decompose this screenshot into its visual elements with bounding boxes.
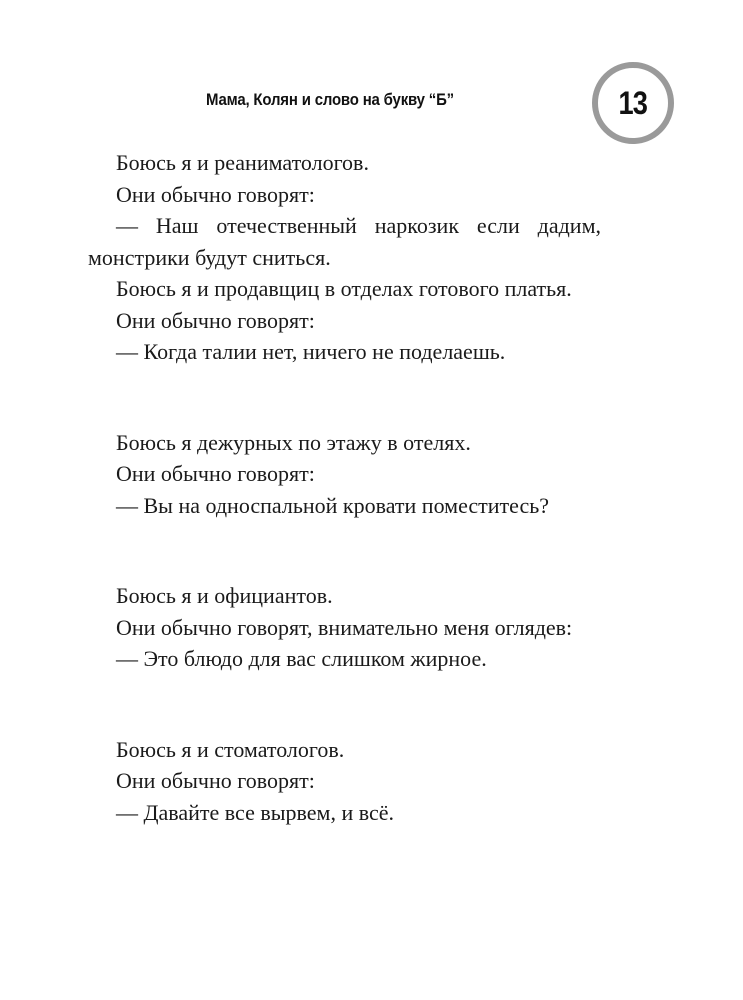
- paragraph: Они обычно говорят:: [116, 461, 315, 486]
- running-head: Мама, Колян и слово на букву “Б”: [206, 90, 454, 109]
- page-number: 13: [618, 84, 648, 121]
- paragraph: Они обычно говорят:: [116, 181, 315, 207]
- paragraph: Боюсь я и официантов.: [116, 583, 333, 608]
- paragraph: Боюсь я дежурных по этажу в отелях.: [116, 429, 471, 455]
- paragraph: Боюсь я и стоматологов.: [116, 736, 345, 762]
- stanza-dentists: [88, 734, 601, 829]
- paragraph: Они обычно говорят:: [116, 768, 315, 793]
- stanza-waiters: [88, 580, 601, 675]
- paragraph: — Это блюдо для вас слишком жирное.: [116, 646, 487, 671]
- stanza-reanimatologists: [88, 147, 601, 368]
- paragraph: Боюсь я и продавщиц в отделах готового платья.: [116, 276, 572, 301]
- body-text: [88, 147, 601, 828]
- paragraph: — Давайте все вырвем, и всё.: [116, 799, 395, 825]
- paragraph: — Наш отечественный наркозик если дадим, монстрики будут сниться.: [88, 213, 601, 270]
- page-number-badge: [592, 62, 674, 144]
- paragraph: Они обычно говорят, внимательно меня оглядев:: [116, 614, 573, 640]
- paragraph: Они обычно говорят:: [116, 307, 315, 333]
- paragraph: — Когда талии нет, ничего не поделаешь.: [116, 339, 506, 364]
- paragraph: Боюсь я и реаниматологов.: [116, 150, 369, 175]
- stanza-hotel-floor-attendants: [88, 427, 601, 522]
- paragraph: — Вы на односпальной кровати поместитесь?: [116, 492, 550, 518]
